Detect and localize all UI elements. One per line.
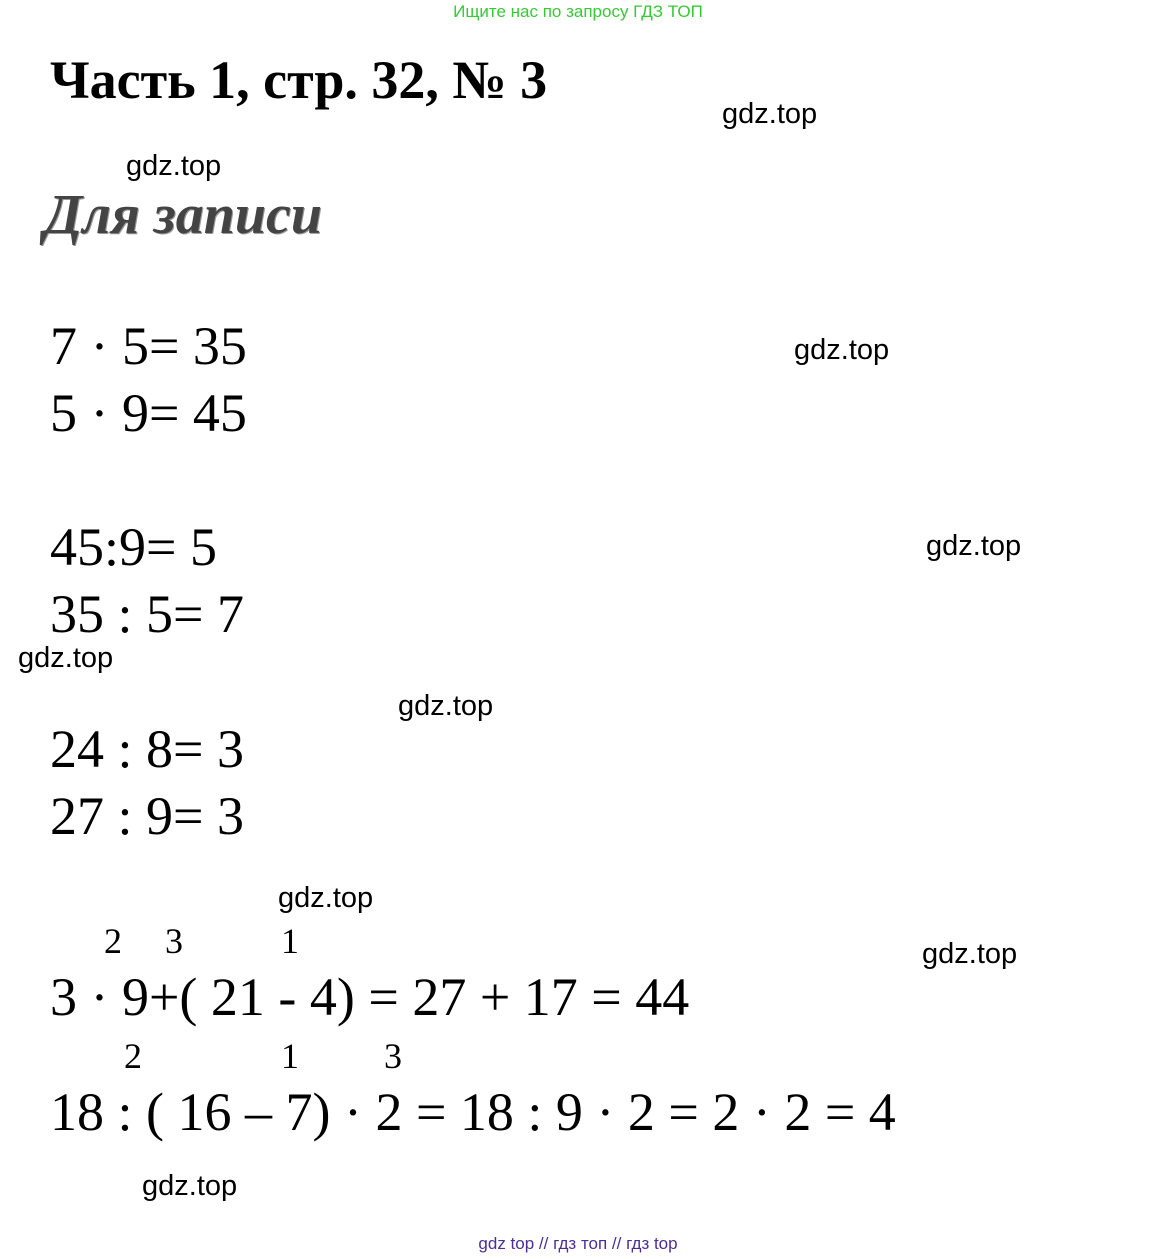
equation-8: 18 : ( 16 – 7) · 2 = 18 : 9 · 2 = 2 · 2 = 4 <box>50 1082 896 1142</box>
order-mark: 2 <box>104 921 122 961</box>
order-mark: 2 <box>124 1036 142 1076</box>
equation-3: 45:9= 5 <box>50 517 217 577</box>
order-mark: 1 <box>281 921 299 961</box>
watermark: gdz.top <box>126 150 222 182</box>
equation-5: 24 : 8= 3 <box>50 719 244 779</box>
page-title: Часть 1, стр. 32, № 3 <box>50 50 548 110</box>
equation-4: 35 : 5= 7 <box>50 584 244 644</box>
order-mark: 1 <box>281 1036 299 1076</box>
order-mark: 3 <box>165 921 183 961</box>
watermark: gdz.top <box>926 530 1022 562</box>
equation-2: 5 · 9= 45 <box>50 383 247 443</box>
order-mark: 3 <box>384 1036 402 1076</box>
section-heading: Для записи <box>44 184 322 246</box>
equation-7: 3 · 9+( 21 - 4) = 27 + 17 = 44 <box>50 967 690 1027</box>
footer: gdz top // гдз топ // гдз top <box>478 1234 678 1253</box>
watermark: gdz.top <box>18 642 114 674</box>
equation-6: 27 : 9= 3 <box>50 786 244 846</box>
watermark: gdz.top <box>722 98 818 130</box>
watermark: gdz.top <box>922 938 1018 970</box>
equation-1: 7 · 5= 35 <box>50 316 247 376</box>
watermark: gdz.top <box>142 1170 238 1202</box>
watermark: gdz.top <box>398 690 494 722</box>
top-banner: Ищите нас по запросу ГДЗ ТОП <box>453 2 703 21</box>
watermark: gdz.top <box>794 334 890 366</box>
watermark: gdz.top <box>278 882 374 914</box>
